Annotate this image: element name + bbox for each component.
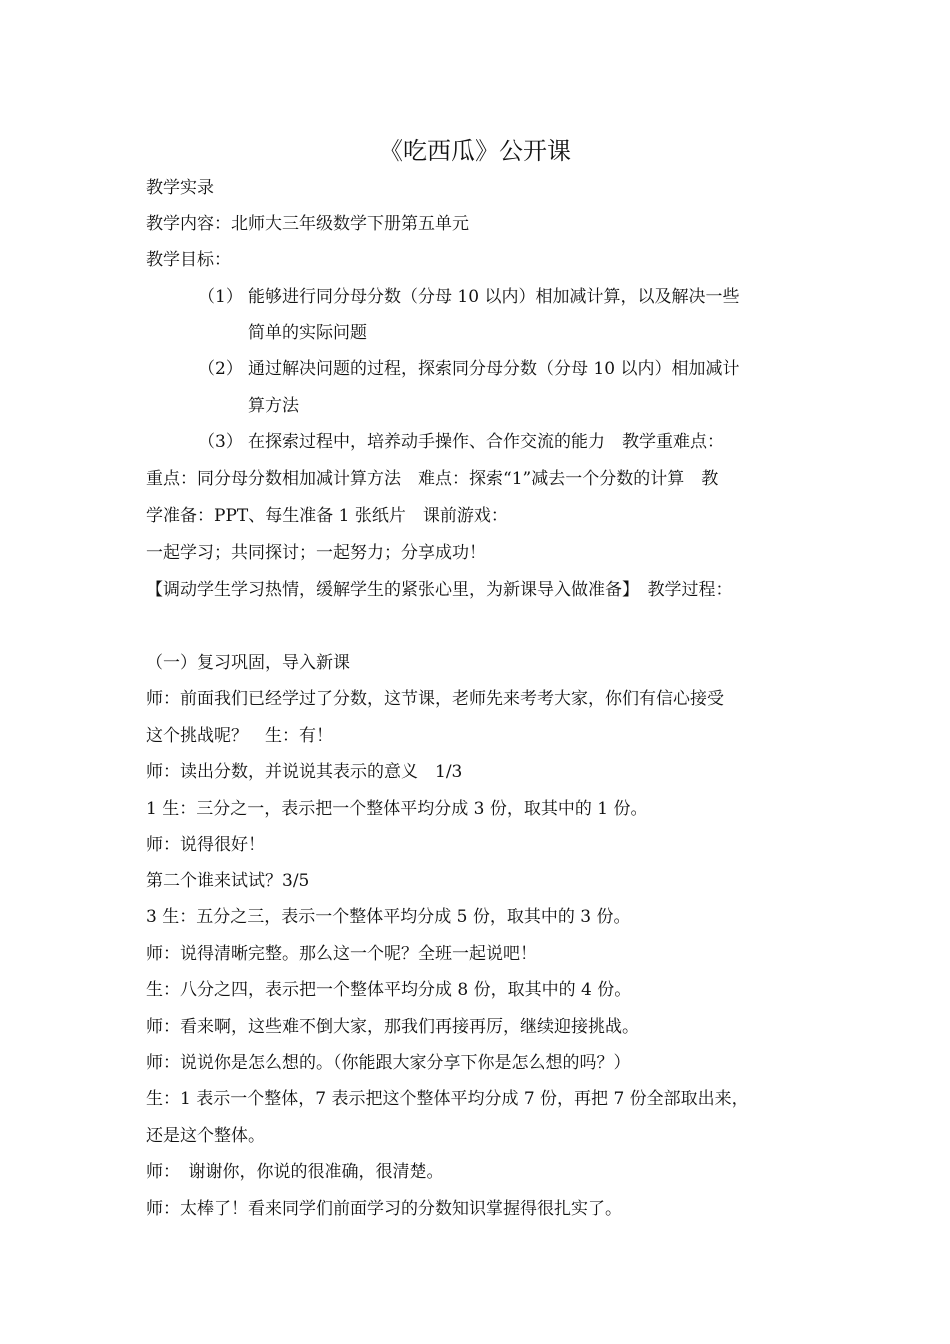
goal-text: 简单的实际问题 [248, 323, 367, 343]
text-line: 师：太棒了！看来同学们前面学习的分数知识掌握得很扎实了。 [146, 1199, 622, 1219]
text-line: 3 生：五分之三，表示一个整体平均分成 5 份，取其中的 3 份。 [146, 907, 631, 927]
text-line: 这个挑战呢？ 生：有！ [146, 726, 333, 746]
text-line: 师：看来啊，这些难不倒大家，那我们再接再厉，继续迎接挑战。 [146, 1017, 639, 1037]
goal-text: 算方法 [248, 396, 299, 416]
text-line: 重点：同分母分数相加减计算方法 难点：探索“1”减去一个分数的计算 教 [146, 469, 719, 489]
text-line: 师：前面我们已经学过了分数，这节课，老师先来考考大家，你们有信心接受 [146, 689, 724, 709]
text-line: 师： 谢谢你，你说的很准确，很清楚。 [146, 1162, 444, 1182]
goal-number: （2） [198, 359, 243, 379]
text-line: 教学实录 [146, 178, 214, 198]
goal-text: 在探索过程中，培养动手操作、合作交流的能力 教学重难点： [248, 432, 724, 452]
goal-number: （3） [198, 432, 243, 452]
text-line: 教学内容：北师大三年级数学下册第五单元 [146, 214, 469, 234]
document-title: 《吃西瓜》公开课 [379, 137, 571, 165]
text-line: 还是这个整体。 [146, 1126, 265, 1146]
section-heading: （一）复习巩固，导入新课 [146, 653, 350, 673]
text-line: 一起学习；共同探讨；一起努力；分享成功！ [146, 543, 486, 563]
text-line: 第二个谁来试试？3/5 [146, 871, 310, 891]
text-line: 师：读出分数，并说说其表示的意义 1/3 [146, 762, 463, 782]
goal-text: 能够进行同分母分数（分母 10 以内）相加减计算，以及解决一些 [248, 287, 740, 307]
text-line: 【调动学生学习热情，缓解学生的紧张心里，为新课导入做准备】 教学过程： [146, 580, 733, 600]
text-line: 师：说得很好！ [146, 835, 265, 855]
goal-text: 通过解决问题的过程，探索同分母分数（分母 10 以内）相加减计 [248, 359, 740, 379]
text-line: 教学目标： [146, 250, 231, 270]
text-line: 1 生：三分之一，表示把一个整体平均分成 3 份，取其中的 1 份。 [146, 799, 648, 819]
goal-number: （1） [198, 287, 243, 307]
text-line: 师：说说你是怎么想的。（你能跟大家分享下你是怎么想的吗？） [146, 1053, 631, 1073]
text-line: 生：八分之四，表示把一个整体平均分成 8 份，取其中的 4 份。 [146, 980, 632, 1000]
text-line: 学准备：PPT、每生准备 1 张纸片 课前游戏： [146, 506, 508, 526]
text-line: 生：1 表示一个整体，7 表示把这个整体平均分成 7 份，再把 7 份全部取出来， [146, 1089, 749, 1109]
text-line: 师：说得清晰完整。那么这一个呢？全班一起说吧！ [146, 944, 537, 964]
